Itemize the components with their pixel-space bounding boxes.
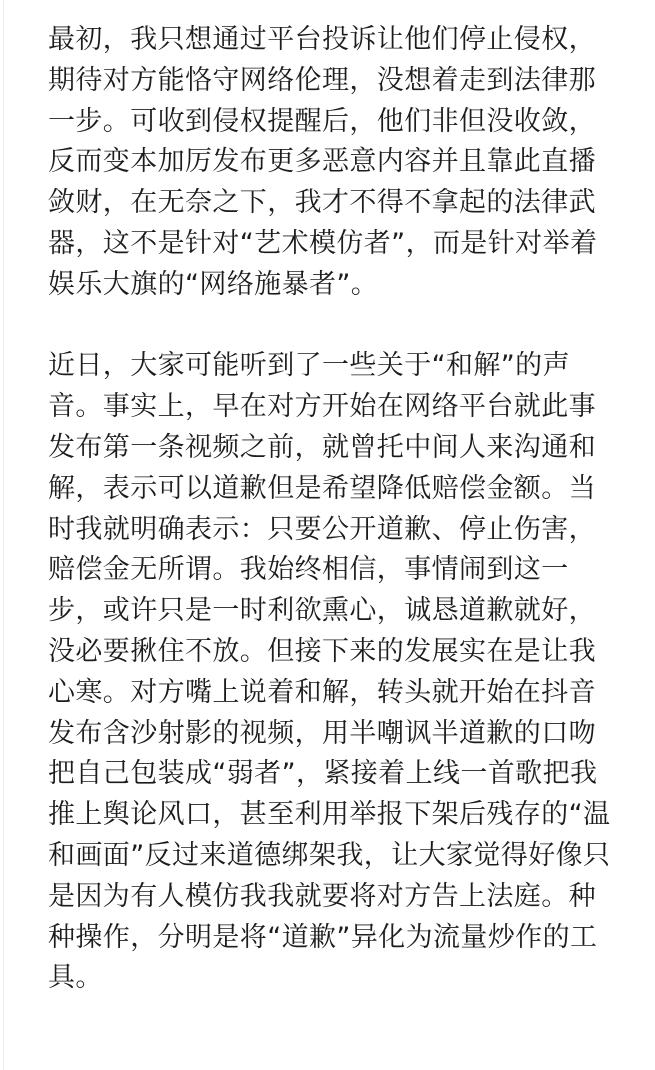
text-line: 近日，大家可能听到了一些关于“和解”的声 bbox=[48, 350, 570, 382]
text-line: 发布含沙射影的视频，用半嘲讽半道歉的口吻 bbox=[48, 717, 596, 749]
text-line: 一步。可收到侵权提醒后，他们非但没收敛， bbox=[48, 105, 596, 137]
text-line: 赔偿金无所谓。我始终相信，事情闹到这一 bbox=[48, 554, 569, 586]
text-line: 敛财，在无奈之下，我才不得不拿起的法律武 bbox=[48, 187, 596, 219]
text-line: 器，这不是针对“艺术模仿者”，而是针对举着 bbox=[48, 227, 598, 259]
text-line: 把自己包装成“弱者”，紧接着上线一首歌把我 bbox=[48, 758, 598, 790]
text-line: 是因为有人模仿我我就要将对方告上法庭。种 bbox=[48, 880, 596, 912]
text-line: 心寒。对方嘴上说着和解，转头就开始在抖音 bbox=[48, 676, 596, 708]
text-line: 时我就明确表示：只要公开道歉、停止伤害， bbox=[48, 513, 596, 545]
paragraph-1 bbox=[48, 20, 648, 306]
text-line: 具。 bbox=[48, 962, 103, 994]
text-line: 音。事实上，早在对方开始在网络平台就此事 bbox=[48, 391, 596, 423]
text-line: 推上舆论风口，甚至利用举报下架后残存的“温 bbox=[48, 799, 611, 831]
text-line: 发布第一条视频之前，就曾托中间人来沟通和 bbox=[48, 431, 596, 463]
text-line: 娱乐大旗的“网络施暴者”。 bbox=[48, 268, 379, 300]
text-line: 最初，我只想通过平台投诉让他们停止侵权， bbox=[48, 24, 596, 55]
text-line: 期待对方能恪守网络伦理，没想着走到法律那 bbox=[48, 64, 596, 96]
text-line: 解，表示可以道歉但是希望降低赔偿金额。当 bbox=[48, 472, 596, 504]
left-edge-divider bbox=[3, 0, 4, 1070]
text-line: 步，或许只是一时利欲熏心，诚恳道歉就好， bbox=[48, 595, 596, 627]
text-line: 和画面”反过来道德绑架我，让大家觉得好像只 bbox=[48, 839, 611, 871]
text-line: 种操作，分明是将“道歉”异化为流量炒作的工 bbox=[48, 921, 598, 953]
article-body bbox=[48, 20, 648, 999]
text-line: 没必要揪住不放。但接下来的发展实在是让我 bbox=[48, 635, 596, 667]
text-line: 反而变本加厉发布更多恶意内容并且靠此直播 bbox=[48, 146, 596, 178]
paragraph-2 bbox=[48, 346, 648, 999]
